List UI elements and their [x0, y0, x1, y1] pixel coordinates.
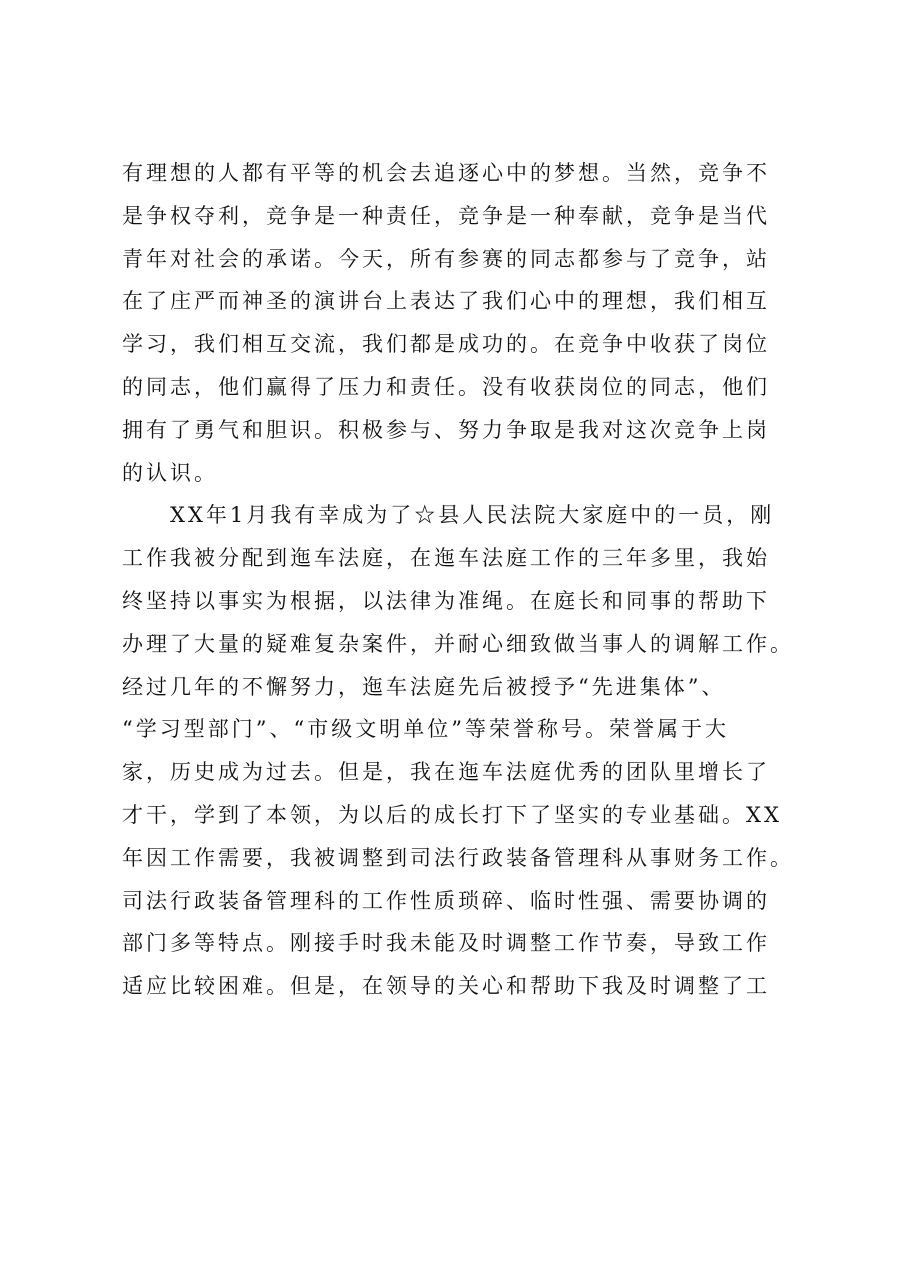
- text-line: 有理想的人都有平等的机会去追逐心中的梦想。当然，竞争不: [122, 161, 770, 185]
- text-line: 终坚持以事实为根据，以法律为准绳。在庭长和同事的帮助下: [122, 588, 770, 613]
- text-line: 适应比较困难。但是，在领导的关心和帮助下我及时调整了工: [122, 974, 770, 999]
- text-line: XX年1月我有幸成为了☆县人民法院大家庭中的一员，刚: [170, 503, 775, 528]
- text-line: 司法行政装备管理科的工作性质琐碎、临时性强、需要协调的: [122, 888, 770, 913]
- text-line: 拥有了勇气和胆识。积极参与、努力争取是我对这次竞争上岗: [122, 417, 770, 442]
- text-line: 年因工作需要，我被调整到司法行政装备管理科从事财务工作。: [122, 845, 794, 870]
- text-line: 工作我被分配到迤车法庭，在迤车法庭工作的三年多里，我始: [122, 546, 770, 571]
- text-line: 部门多等特点。刚接手时我未能及时调整工作节奏，导致工作: [122, 931, 770, 956]
- text-line: 家，历史成为过去。但是，我在迤车法庭优秀的团队里增长了: [122, 760, 770, 785]
- text-line: 学习，我们相互交流，我们都是成功的。在竞争中收获了岗位: [122, 332, 770, 357]
- text-line: 的同志，他们赢得了压力和责任。没有收获岗位的同志，他们: [122, 374, 770, 399]
- text-line: 的认识。: [122, 460, 218, 485]
- body-text: [122, 152, 802, 1008]
- text-line: 在了庄严而神圣的演讲台上表达了我们心中的理想，我们相互: [122, 289, 770, 314]
- text-line: 经过几年的不懈努力，迤车法庭先后被授予“先进集体”、: [122, 674, 726, 699]
- text-line: 才干，学到了本领，为以后的成长打下了坚实的专业基础。XX: [122, 802, 782, 827]
- text-line: “学习型部门”、“市级文明单位”等荣誉称号。荣誉属于大: [122, 717, 729, 742]
- text-line: 青年对社会的承诺。今天，所有参赛的同志都参与了竞争，站: [122, 246, 770, 271]
- text-line: 办理了大量的疑难复杂案件，并耐心细致做当事人的调解工作。: [122, 631, 794, 656]
- text-line: 是争权夺利，竞争是一种责任，竞争是一种奉献，竞争是当代: [122, 203, 770, 228]
